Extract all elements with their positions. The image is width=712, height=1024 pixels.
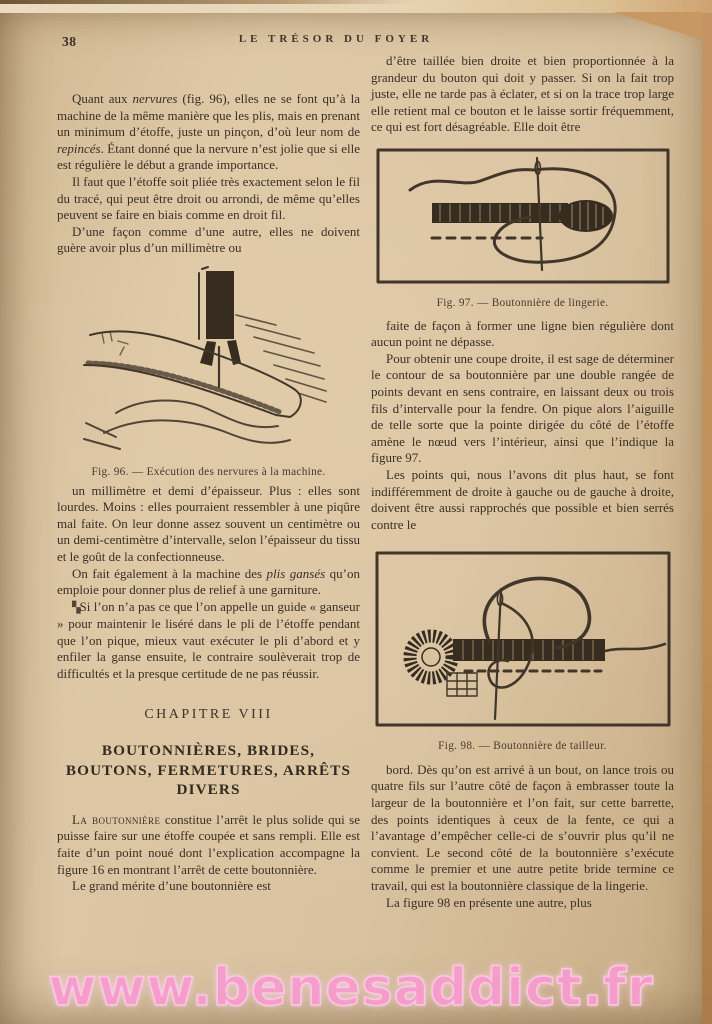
paragraph: Le grand mérite d’une boutonnière est bbox=[72, 878, 271, 894]
figure-98-caption: Fig. 98. — Boutonnière de tailleur. bbox=[438, 739, 607, 752]
chapter-heading: CHAPITRE VIII bbox=[144, 706, 273, 722]
paragraph: On fait également à la machine des plis gansés qu’on emploie pour donner plus de relief à une garniture. bbox=[57, 565, 360, 598]
paragraph: Les points qui, nous l’avons dit plus haut, se font indifféremment de droite à gauche ou de gauche à droite, doivent être aussi rapprochés que possible et bien serrés contre le bbox=[371, 466, 674, 532]
figure-97-illustration bbox=[374, 146, 672, 286]
figure-98-illustration bbox=[373, 549, 673, 729]
running-title: LE TRÉSOR DU FOYER bbox=[238, 33, 434, 45]
figure-97 bbox=[371, 146, 674, 310]
section-title: BOUTONNIÈRES, BRIDES, BOUTONS, FERMETURES, ARRÊTS DIVERS bbox=[65, 742, 352, 799]
paragraph: Il faut que l’étoffe soit pliée très exactement selon le fil du tracé, qui peut être droit ou arrondi, de même qu’elles peuvent se faire en biais comme en droit fil. bbox=[57, 173, 360, 223]
paragraph: Pour obtenir une coupe droite, il est sage de déterminer le contour de sa boutonnière par une double rangée de points devant en sens contraire, en laissant deux ou trois fils d’intervalle pour la fendre. On pique alors l’aiguille de telle sorte que la pointe dirigée du côté de l’étoffe amène le nœud vers l’intérieur, ainsi que l’indique la figure 97. bbox=[371, 350, 674, 466]
paragraph: La figure 98 en présente une autre, plus bbox=[386, 894, 592, 910]
figure-96-illustration bbox=[78, 263, 340, 455]
figure-96-caption: Fig. 96. — Exécution des nervures à la machine. bbox=[91, 465, 326, 478]
paragraph: d’être taillée bien droite et bien proportionnée à la grandeur du bouton qui doit y passer. Si on la fait trop juste, elle ne tarde pas à éclater, et si on la trace trop large elle retient mal ce bouton et le laisse sortir fréquemment, ce qui est fort désagréable. Elle doit être bbox=[371, 53, 674, 135]
figure-97-caption: Fig. 97. — Boutonnière de lingerie. bbox=[436, 296, 609, 309]
paragraph: D’une façon comme d’une autre, elles ne doivent guère avoir plus d’un millimètre ou bbox=[57, 223, 360, 256]
paragraph: ▚Si l’on n’a pas ce que l’on appelle un guide « ganseur » pour maintenir le liséré dans le pli de l’étoffe pendant que l’on pique, mieux vaut exécuter le pli d’abord et y enfiler la ganse ensuite, le contraire soulèverait trop de difficultés et la presque certitude de ne pas réussir. bbox=[57, 598, 360, 682]
watermark-url: www.benesaddict.fr bbox=[48, 958, 654, 1018]
page-number: 38 bbox=[62, 34, 77, 49]
book-page bbox=[0, 13, 702, 1024]
page-stack-edge bbox=[0, 0, 712, 13]
paragraph: un millimètre et demi d’épaisseur. Plus : elles sont lourdes. Moins : elles pourraient ressembler à une piqûre mal faite. On leur donne assez souvent un centimètre ou un demi-centimètre d’intervalle, selon l’épaisseur du tissu et le goût de la confectionneuse. bbox=[57, 482, 360, 564]
right-column bbox=[371, 53, 674, 911]
paragraph: Quant aux nervures (fig. 96), elles ne se font qu’à la machine de la même manière que les plis, mais en prenant un minimum d’étoffe, juste un pinçon, d’où leur nom de repincés. Étant donné que la nervure n’est jolie que si elle est régulière le début a grande importance. bbox=[57, 91, 360, 173]
paragraph: faite de façon à former une ligne bien régulière dont aucun point ne dépasse. bbox=[371, 317, 674, 350]
figure-96 bbox=[57, 263, 360, 479]
page-corner bbox=[607, 12, 702, 42]
left-column bbox=[57, 91, 360, 895]
figure-98 bbox=[371, 549, 674, 753]
paragraph: bord. Dès qu’on est arrivé à un bout, on lance trois ou quatre fils sur l’autre côté de façon à embrasser toute la largeur de la boutonnière et l’on fait, sur cette barrette, des points identiques à ceux de la fente, ce qui a l’avantage d’empêcher celle-ci de s’ouvrir plus qu’il ne convient. Le second côté de la boutonnière s’exécute comme le premier et une autre petite bride termine ce travail, qui est la boutonnière classique de la lingerie. bbox=[371, 761, 674, 894]
paragraph: La boutonnière constitue l’arrêt le plus solide qui se puisse faire sur une étoffe coupée et sans rempli. Elle est faite d’un point noué dont l’explication accompagne la figure 16 en montrant l’arrêt de cette boutonnière. bbox=[57, 811, 360, 877]
